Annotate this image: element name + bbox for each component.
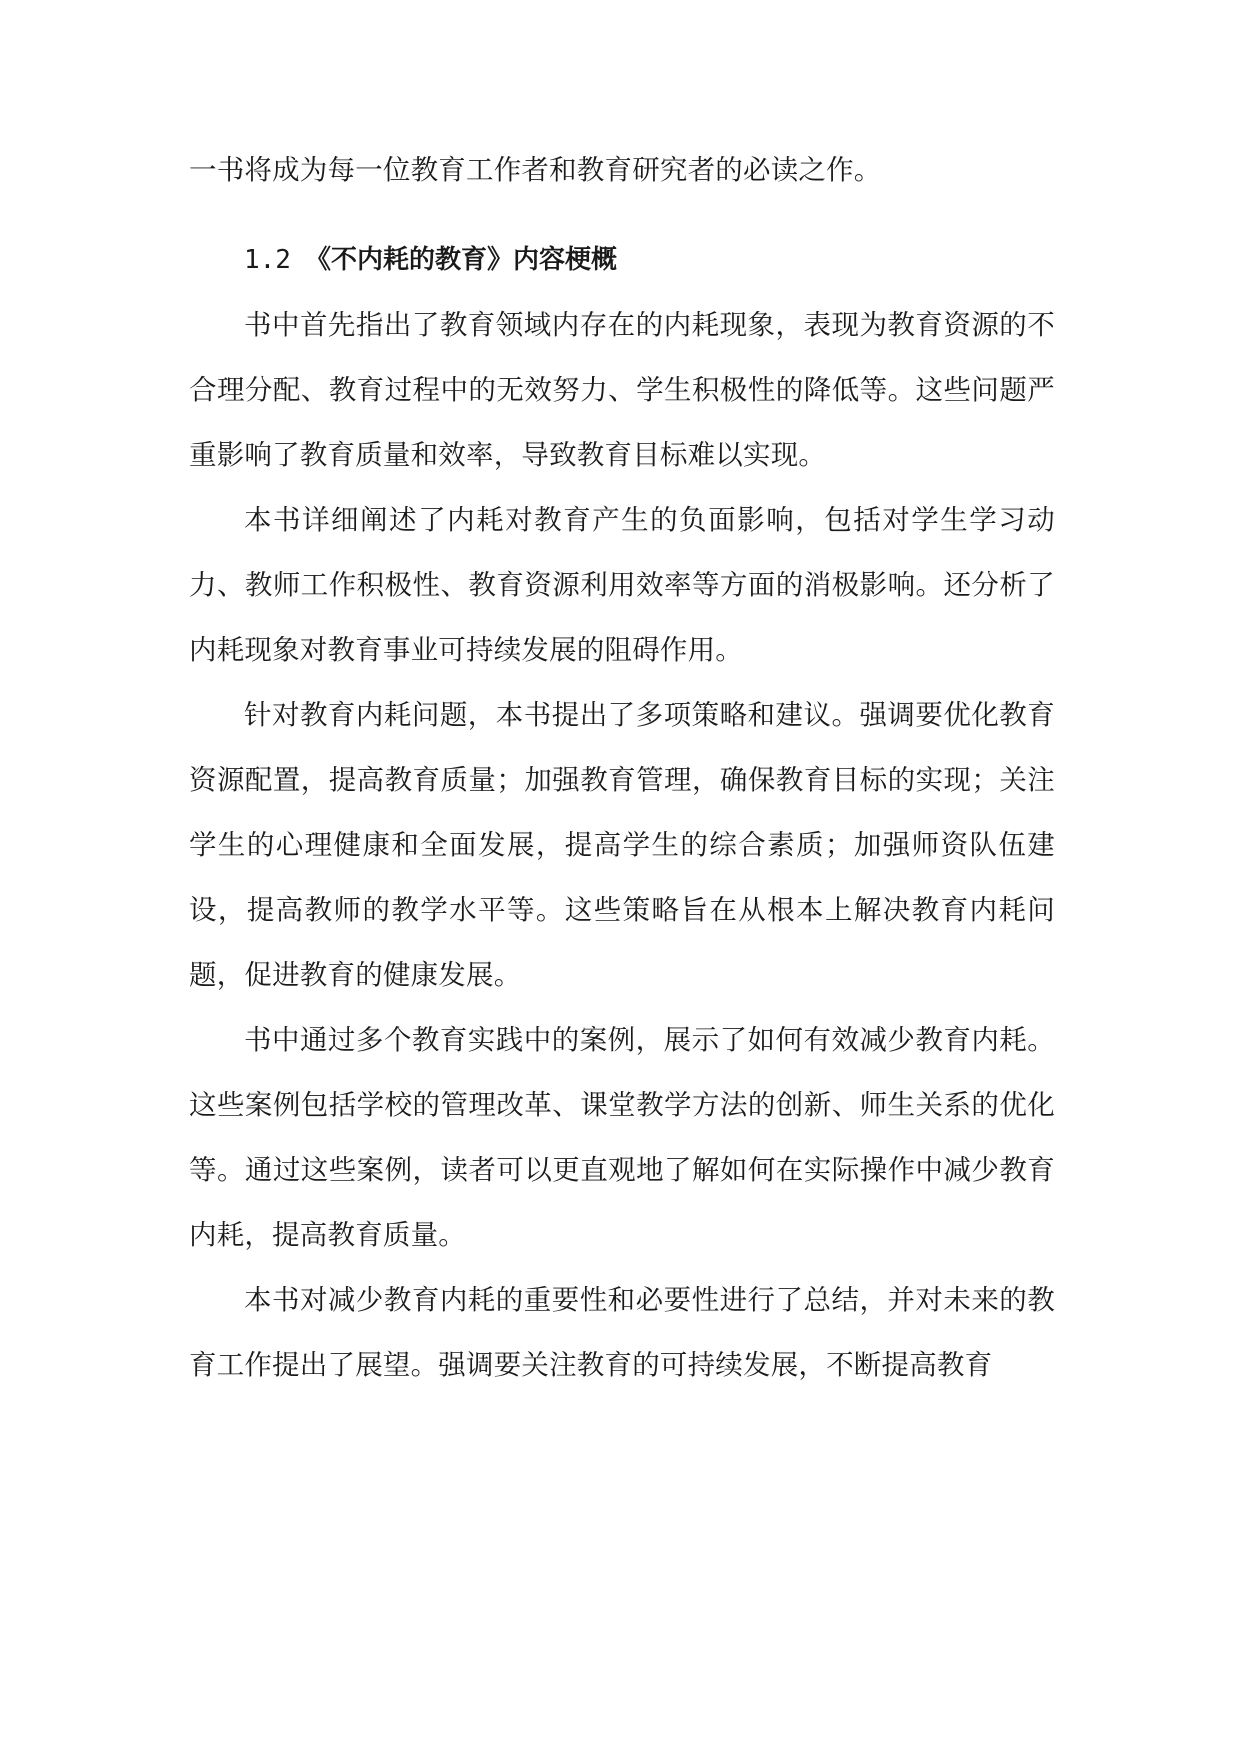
paragraph-3: 针对教育内耗问题，本书提出了多项策略和建议。强调要优化教育资源配置，提高教育质量；加强教育管理，确保教育目标的实现；关注学生的心理健康和全面发展，提高学生的综合素质；加强师资队伍建设，提高教师的教学水平等。这些策略旨在从根本上解决教育内耗问题，促进教育的健康发展。	[189, 699, 1055, 991]
paragraph-4: 书中通过多个教育实践中的案例，展示了如何有效减少教育内耗。这些案例包括学校的管理改革、课堂教学方法的创新、师生关系的优化等。通过这些案例，读者可以更直观地了解如何在实际操作中减少教育内耗，提高教育质量。	[189, 1024, 1055, 1251]
page-content	[189, 138, 1055, 1398]
paragraph-5: 本书对减少教育内耗的重要性和必要性进行了总结，并对未来的教育工作提出了展望。强调要关注教育的可持续发展，不断提高教育	[189, 1284, 1055, 1381]
paragraph-1: 书中首先指出了教育领域内存在的内耗现象，表现为教育资源的不合理分配、教育过程中的无效努力、学生积极性的降低等。这些问题严重影响了教育质量和效率，导致教育目标难以实现。	[189, 309, 1055, 471]
section-number: 1.2	[244, 245, 291, 275]
continuation-text: 一书将成为每一位教育工作者和教育研究者的必读之作。	[189, 154, 882, 186]
paragraph-2: 本书详细阐述了内耗对教育产生的负面影响，包括对学生学习动力、教师工作积极性、教育资源利用效率等方面的消极影响。还分析了内耗现象对教育事业可持续发展的阻碍作用。	[189, 504, 1055, 666]
section-heading	[189, 228, 1055, 293]
section-title: 《不内耗的教育》内容梗概	[304, 245, 617, 275]
